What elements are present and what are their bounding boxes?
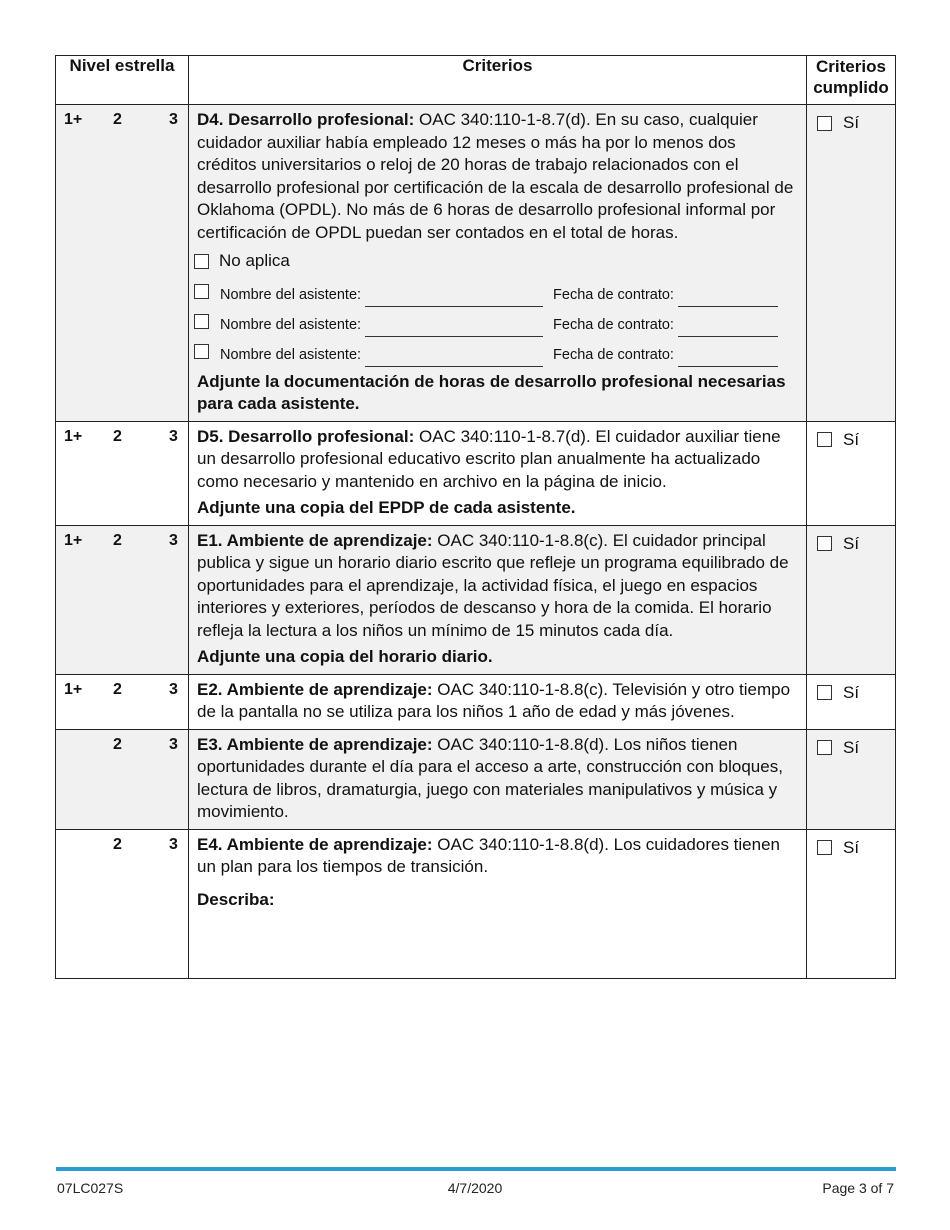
criterion-text: OAC 340:110-1-8.8(c). Televisión y otro tiempo de la pantalla no se utiliza para los niños 1 año de edad y más jóvenes. [197, 679, 791, 721]
footer-divider [56, 1167, 896, 1171]
met-cell [807, 829, 896, 979]
level-3: 3 [169, 735, 178, 753]
attach-instruction: Adjunte la documentación de horas de desarrollo profesional necesarias para cada asistente. [197, 371, 786, 413]
level-2: 2 [113, 427, 122, 445]
level-2: 2 [113, 835, 122, 853]
assistant-name-field[interactable] [365, 292, 543, 307]
header-star-level: Nivel estrella [56, 56, 189, 105]
level-2: 2 [113, 531, 122, 549]
met-cell [807, 729, 896, 829]
criteria-table [55, 55, 896, 979]
criterion-title: E2. Ambiente de aprendizaje: [197, 679, 433, 699]
met-checkbox[interactable] [817, 432, 832, 447]
describe-field[interactable] [197, 911, 798, 973]
attach-instruction: Adjunte una copia del EPDP de cada asistente. [197, 498, 576, 517]
met-cell [807, 674, 896, 729]
met-checkbox[interactable] [817, 536, 832, 551]
header-criteria-met [807, 56, 896, 105]
table-row [56, 421, 896, 525]
level-3: 3 [169, 835, 178, 853]
header-criteria: Criterios [189, 56, 807, 105]
level-3: 3 [169, 680, 178, 698]
criterion-text: OAC 340:110-1-8.8(d). Los cuidadores tienen un plan para los tiempos de transición. [197, 834, 780, 876]
header-criteria-met-line2: cumplido [813, 78, 889, 97]
assistant-row [194, 337, 798, 367]
level-3: 3 [169, 531, 178, 549]
footer-form-id: 07LC027S [57, 1180, 124, 1196]
met-cell [807, 421, 896, 525]
footer-page-number: Page 3 of 7 [822, 1180, 894, 1196]
attach-instruction: Adjunte una copia del horario diario. [197, 647, 493, 666]
criterion-title: E1. Ambiente de aprendizaje: [197, 530, 433, 550]
level-1plus: 1+ [64, 680, 83, 698]
criteria-cell [189, 421, 807, 525]
level-3: 3 [169, 427, 178, 445]
criteria-cell [189, 729, 807, 829]
level-1plus: 1+ [64, 111, 83, 128]
met-cell [807, 105, 896, 422]
assistant-name-field[interactable] [365, 322, 543, 337]
criterion-text: OAC 340:110-1-8.8(d). Los niños tienen oportunidades durante el día para el acceso a arte, construcción con bloques, lectura de libros, dramaturgia, juego con materiales manipulativos y música y movimiento. [197, 734, 783, 821]
table-row [56, 674, 896, 729]
met-checkbox[interactable] [817, 685, 832, 700]
level-cell [56, 729, 189, 829]
header-criteria-met-line1: Criterios [816, 57, 886, 76]
assistant-row [194, 277, 798, 307]
met-cell [807, 525, 896, 674]
level-cell [56, 105, 189, 422]
assistant-name-label: Nombre del asistente: [220, 287, 362, 303]
footer-date: 4/7/2020 [447, 1180, 503, 1196]
met-label: Sí [843, 429, 860, 449]
criteria-cell [189, 829, 807, 979]
met-checkbox[interactable] [817, 740, 832, 755]
level-2: 2 [113, 735, 122, 753]
criterion-text: OAC 340:110-1-8.7(d). El cuidador auxiliar tiene un desarrollo profesional educativo escrito plan anualmente ha actualizado como necesario y mantenido en archivo en la página de inicio. [197, 426, 781, 491]
level-3: 3 [169, 111, 178, 128]
level-2: 2 [113, 111, 122, 128]
criteria-cell [189, 674, 807, 729]
criterion-title: D4. Desarrollo profesional: [197, 110, 415, 129]
criterion-text: OAC 340:110-1-8.7(d). En su caso, cualquier cuidador auxiliar había empleado 12 meses o más ha por lo menos dos créditos universitarios o reloj de 20 horas de trabajo relacionados con el desarrollo profesional por certificación de la escala de desarrollo profesional de Oklahoma (OPDL). No más de 6 horas de desarrollo profesional informal por certificación de OPDL puedan ser contados en el total de horas. [197, 110, 794, 242]
assistant-checkbox[interactable] [194, 314, 209, 329]
hire-date-field[interactable] [678, 352, 778, 367]
hire-date-label: Fecha de contrato: [553, 347, 674, 363]
table-row [56, 729, 896, 829]
assistant-name-label: Nombre del asistente: [220, 317, 362, 333]
met-label: Sí [843, 113, 860, 132]
describe-label: Describa: [197, 889, 275, 909]
criterion-text: OAC 340:110-1-8.8(c). El cuidador principal publica y sigue un horario diario escrito que refleje un programa equilibrado de oportunidades para el aprendizaje, la actividad física, el juego en espacios interiores y exteriores, períodos de descanso y hora de la comida. El horario refleja la lectura a los niños un mínimo de 15 minutos cada día. [197, 530, 789, 640]
table-row [56, 525, 896, 674]
level-cell [56, 829, 189, 979]
hire-date-label: Fecha de contrato: [553, 287, 674, 303]
table-row [56, 829, 896, 979]
criterion-title: E4. Ambiente de aprendizaje: [197, 834, 433, 854]
criterion-title: D5. Desarrollo profesional: [197, 426, 415, 446]
hire-date-field[interactable] [678, 322, 778, 337]
assistant-name-field[interactable] [365, 352, 543, 367]
level-cell [56, 525, 189, 674]
assistant-row [194, 307, 798, 337]
assistant-checkbox[interactable] [194, 344, 209, 359]
met-label: Sí [843, 837, 860, 857]
level-2: 2 [113, 680, 122, 698]
assistant-checkbox[interactable] [194, 284, 209, 299]
hire-date-label: Fecha de contrato: [553, 317, 674, 333]
criterion-title: E3. Ambiente de aprendizaje: [197, 734, 433, 754]
not-applicable-checkbox[interactable] [194, 254, 209, 269]
met-label: Sí [843, 682, 860, 702]
not-applicable-label: No aplica [219, 251, 290, 270]
level-cell [56, 421, 189, 525]
met-label: Sí [843, 533, 860, 553]
met-checkbox[interactable] [817, 840, 832, 855]
level-cell [56, 674, 189, 729]
criteria-cell [189, 525, 807, 674]
level-1plus: 1+ [64, 427, 83, 445]
assistant-name-label: Nombre del asistente: [220, 347, 362, 363]
hire-date-field[interactable] [678, 292, 778, 307]
met-checkbox[interactable] [817, 116, 832, 131]
level-1plus: 1+ [64, 531, 83, 549]
table-row [56, 105, 896, 422]
met-label: Sí [843, 737, 860, 757]
criteria-cell [189, 105, 807, 422]
